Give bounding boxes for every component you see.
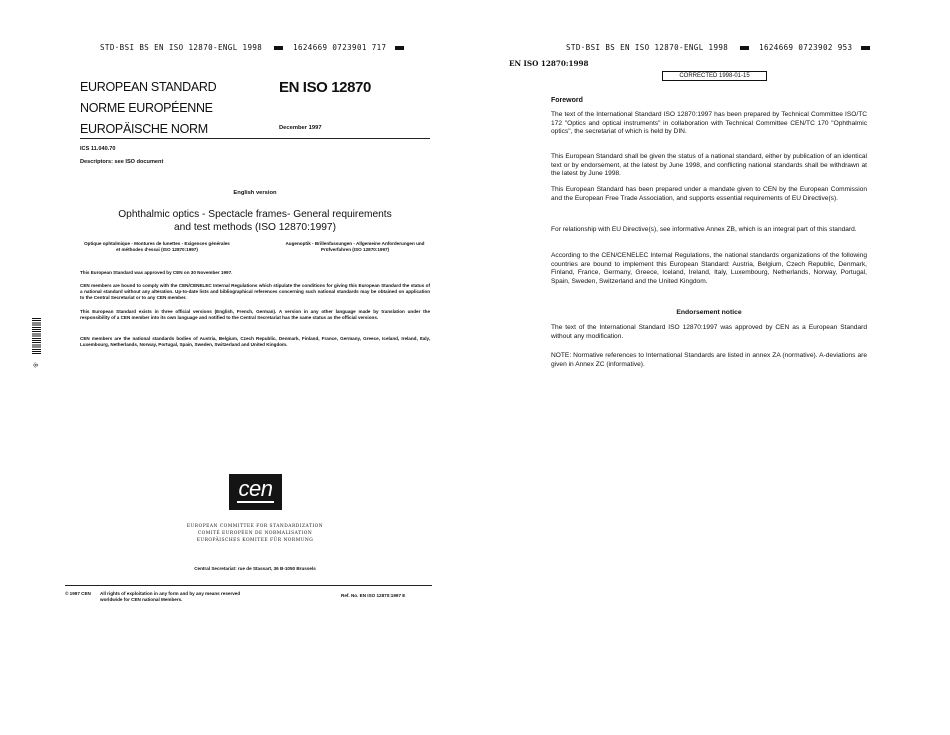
copyright: © 1997 CEN xyxy=(65,591,91,596)
endorsement-heading: Endorsement notice xyxy=(676,309,742,316)
cen-logo xyxy=(229,474,282,510)
main-title xyxy=(80,208,430,234)
margin-barcode xyxy=(32,318,41,354)
cen-committee-names xyxy=(160,524,350,544)
standard-date: December 1997 xyxy=(279,125,322,131)
rights-notice xyxy=(100,591,240,603)
central-secretariat: Central Secretariat: rue de Stassart, 36 B-1050 Brussels xyxy=(194,566,316,571)
corrected-stamp: CORRECTED 1998-01-15 xyxy=(662,71,767,81)
endorsement-note: NOTE: Normative references to International Standards are listed in annex ZA (normative). A-deviations are given in Annex ZC (informative). xyxy=(551,352,867,368)
en-number: EN ISO 12870 xyxy=(279,79,371,96)
english-version: English version xyxy=(233,190,277,196)
main-title-line2: and test methods (ISO 12870:1997) xyxy=(174,222,336,233)
ics-code: ICS 11.040.70 xyxy=(80,146,116,152)
title-de: EUROPÄISCHE NORM xyxy=(80,122,208,136)
foreword-p4: For relationship with EU Directive(s), see informative Annex ZB, which is an integral part of this standard. xyxy=(551,226,857,233)
margin-mark: ·8· xyxy=(31,361,38,369)
header-block-mark xyxy=(274,46,283,50)
left-header-text: STD·BSI BS EN ISO 12870-ENGL 1998 xyxy=(100,43,263,52)
foreword-p3: This European Standard has been prepared under a mandate given to CEN by the European Commission and the European Free Trade Association, and supports essential requirements of EU Directive(s). xyxy=(551,186,867,202)
rule-bottom xyxy=(65,585,432,586)
title-fr: NORME EUROPÉENNE xyxy=(80,101,213,115)
standard-titles xyxy=(80,77,216,140)
committee-en: EUROPEAN COMMITTEE FOR STANDARDIZATION xyxy=(186,524,324,529)
cen-logo-text: cen xyxy=(238,476,273,501)
header-block-mark xyxy=(861,46,870,50)
left-page-header xyxy=(100,43,404,52)
foreword-p2: This European Standard shall be given the status of a national standard, either by publication of an identical text or by endorsement, at the latest by June 1998, and conflicting national standards shall be withdrawn at the latest by June 1998. xyxy=(551,153,867,178)
right-page-header xyxy=(566,43,870,52)
foreword-heading: Foreword xyxy=(551,97,583,104)
cen-paragraph-1: CEN members are bound to comply with the CEN/CENELEC Internal Regulations which stipulate the conditions for giving this European Standard the status of a national standard without any alteration. Up-to-date lists and bibliographical references concerning such national standards may be obtained on application to the Central Secretariat or to any CEN member. xyxy=(80,283,430,301)
rule-top xyxy=(80,138,430,139)
foreword-p5: According to the CEN/CENELEC Internal Regulations, the national standards organizations of the following countries are bound to implement this European Standard: Austria, Belgium, Czech Republic, Denmark, Finland, France, Germany, Greece, Iceland, Ireland, Italy, Luxembourg, Netherlands, Norway, Portugal, Spain, Sweden, Switzerland and the United Kingdom. xyxy=(551,252,867,286)
right-header-text: STD·BSI BS EN ISO 12870-ENGL 1998 xyxy=(566,43,729,52)
cen-paragraph-3: CEN members are the national standards bodies of Austria, Belgium, Czech Republic, Denmark, Finland, France, Germany, Greece, Iceland, Ireland, Italy, Luxembourg, Netherlands, Norway, Portugal, Spain, Sweden, Switzerland and United Kingdom. xyxy=(80,336,430,348)
approval-text: This European Standard was approved by CEN on 30 November 1997. xyxy=(80,270,233,275)
header-block-mark xyxy=(740,46,749,50)
rights-line1: All rights of exploitation in any form and by any means reserved xyxy=(100,591,241,596)
left-header-code: 1624669 0723901 717 xyxy=(293,43,387,52)
german-title: Augenoptik - Brillenfassungen - Allgemeine Anforderungen und Prüfverfahren (ISO 12870:1997) xyxy=(285,241,425,253)
cen-paragraph-2: This European Standard exists in three official versions (English, French, German). A version in any other language made by translation under the responsibility of a CEN member into its own language and notified to the Central Secretariat has the same status as the official versions. xyxy=(80,309,430,321)
endorsement-p1: The text of the International Standard ISO 12870:1997 was approved by CEN as a European Standard without any modification. xyxy=(551,324,867,340)
committee-fr: COMITÉ EUROPÉEN DE NORMALISATION xyxy=(197,530,313,536)
right-header-code: 1624669 0723902 953 xyxy=(759,43,853,52)
descriptors: Descriptors: see ISO document xyxy=(80,159,164,165)
committee-de: EUROPÄISCHES KOMITEE FÜR NORMUNG xyxy=(196,537,314,543)
french-title: Optique ophtalmique - Montures de lunettes - Exigences générales et méthodes d'essai (ISO 12870:1997) xyxy=(84,241,230,253)
rights-line2: worldwide for CEN national Members. xyxy=(100,597,183,603)
header-block-mark xyxy=(395,46,404,50)
title-en: EUROPEAN STANDARD xyxy=(80,80,217,94)
reference-number: Ref. No. EN ISO 12870:1997 E xyxy=(341,593,406,598)
cen-logo-stripe xyxy=(237,501,274,503)
main-title-line1: Ophthalmic optics - Spectacle frames- General requirements xyxy=(118,209,392,220)
doc-id: EN ISO 12870:1998 xyxy=(509,59,589,68)
foreword-p1: The text of the International Standard ISO 12870:1997 has been prepared by Technical Committee ISO/TC 172 "Optics and optical instruments" in collaboration with Technical Committee CEN/TC 170 "Ophthalmic optics", the secretariat of which is held by DIN. xyxy=(551,111,867,136)
